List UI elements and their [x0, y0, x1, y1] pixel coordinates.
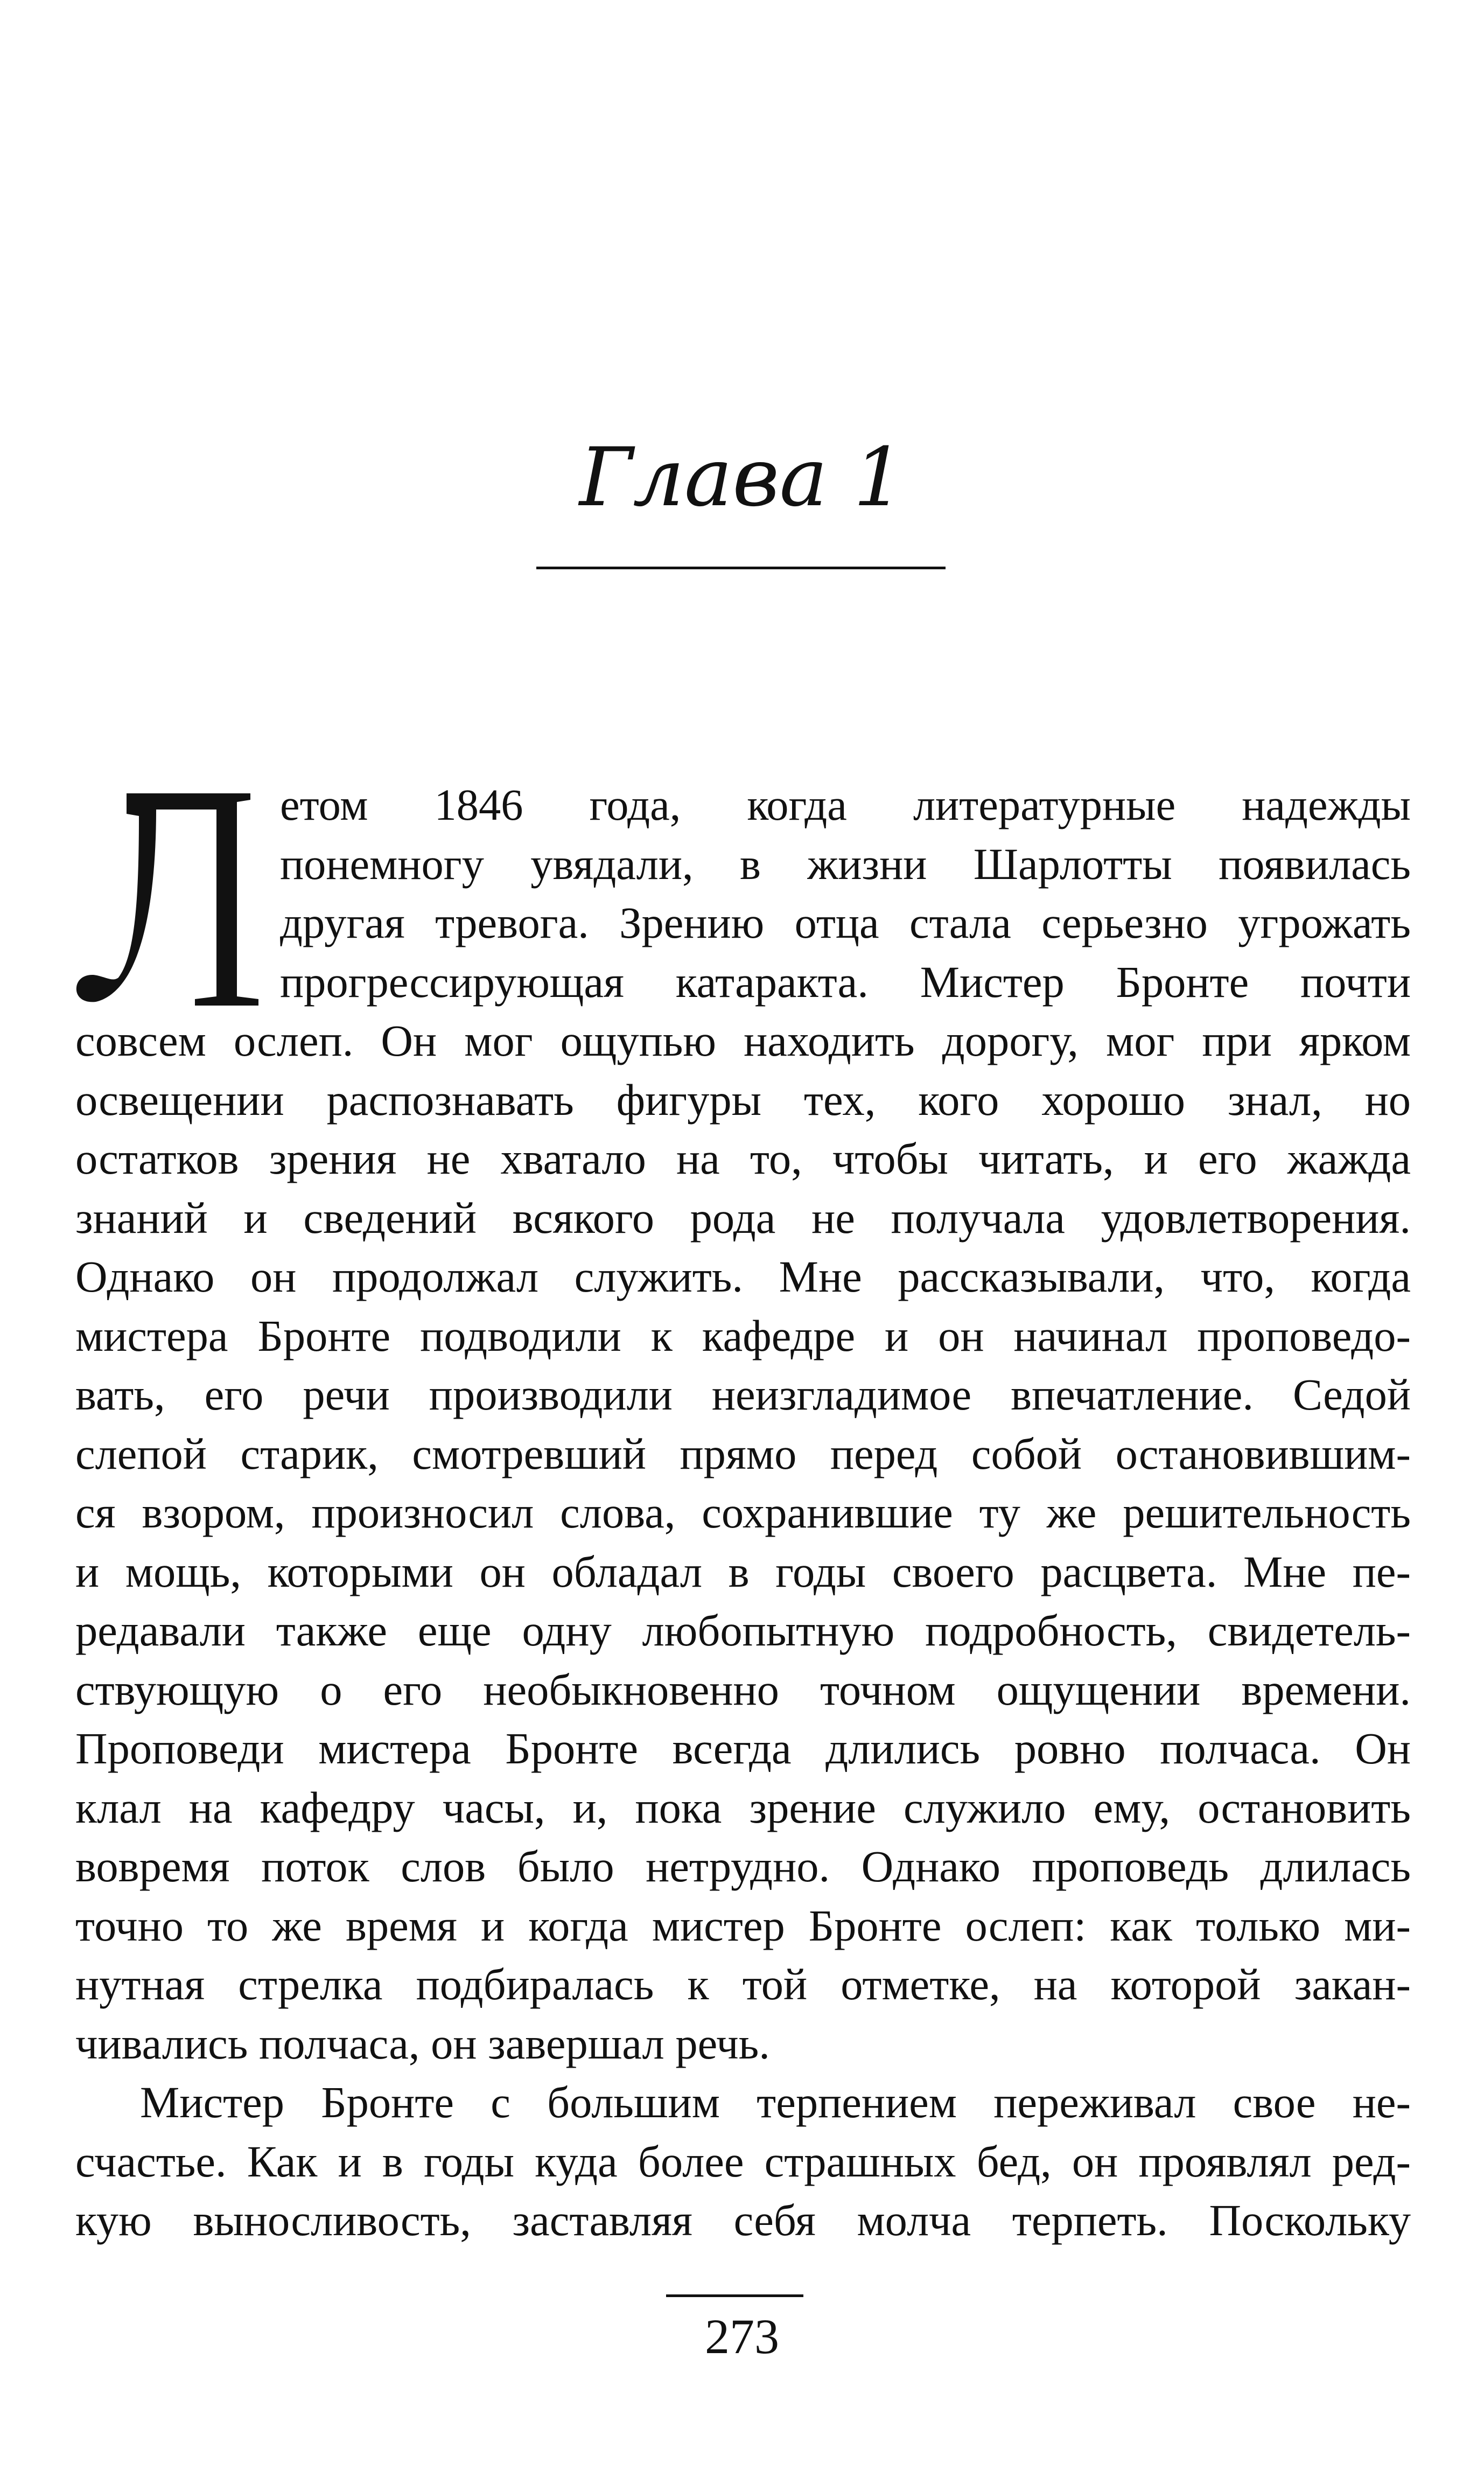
text-line: Проповеди мистера Бронте всегда длились ровно полчаса. Он: [75, 1724, 1411, 1773]
chapter-title: Глава 1: [579, 431, 905, 525]
text-line: ся взором, произносил слова, сохранившие ту же решительность: [75, 1488, 1411, 1537]
title-underline: [536, 567, 946, 569]
text-line: мистера Бронте подводили к кафедре и он начинал проповедо-: [75, 1310, 1411, 1360]
page-number-rule: [666, 2294, 803, 2297]
text-line: совсем ослеп. Он мог ощупью находить дорогу, мог при ярком: [75, 1016, 1411, 1065]
text-line: вать, его речи производили неизгладимое впечатление. Седой: [75, 1370, 1411, 1419]
text-line: редавали также еще одну любопытную подробность, свидетель-: [75, 1606, 1411, 1655]
text-line: слепой старик, смотревший прямо перед собой остановившим-: [75, 1428, 1411, 1478]
text-line: освещении распознавать фигуры тех, кого хорошо знал, но: [75, 1074, 1411, 1125]
text-line: чивались полчаса, он завершал речь.: [75, 2018, 770, 2068]
chapter-body: [75, 776, 1411, 2250]
text-line: Однако он продолжал служить. Мне рассказывали, что, когда: [75, 1252, 1411, 1301]
text-line: етом 1846 года, когда литературные надежды: [280, 780, 1411, 829]
text-line: остатков зрения не хватало на то, чтобы читать, и его жажда: [75, 1134, 1411, 1183]
text-line: точно то же время и когда мистер Бронте ослеп: как только ми-: [75, 1900, 1411, 1950]
text-line: клал на кафедру часы, и, пока зрение служило ему, остановить: [75, 1782, 1411, 1832]
text-line: Мистер Бронте с большим терпением переживал свое не-: [140, 2077, 1411, 2127]
text-line: другая тревога. Зрению отца стала серьезно угрожать: [280, 898, 1411, 947]
text-line: знаний и сведений всякого рода не получала удовлетворения.: [75, 1192, 1411, 1243]
text-line: кую выносливость, заставляя себя молча терпеть. Поскольку: [75, 2195, 1411, 2245]
text-line: вовремя поток слов было нетрудно. Однако проповедь длилась: [75, 1841, 1411, 1891]
page-number: 273: [705, 2309, 779, 2364]
text-line: счастье. Как и в годы куда более страшных бед, он проявлял ред-: [75, 2136, 1411, 2186]
text-line: и мощь, которыми он обладал в годы своего расцвета. Мне пе-: [75, 1546, 1411, 1596]
text-line: прогрессирующая катаракта. Мистер Бронте почти: [280, 957, 1411, 1007]
text-line: понемногу увядали, в жизни Шарлотты появилась: [280, 839, 1411, 889]
text-line: нутная стрелка подбиралась к той отметке, на которой закан-: [75, 1959, 1411, 2009]
text-line: ствующую о его необыкновенно точном ощущении времени.: [75, 1664, 1411, 1714]
